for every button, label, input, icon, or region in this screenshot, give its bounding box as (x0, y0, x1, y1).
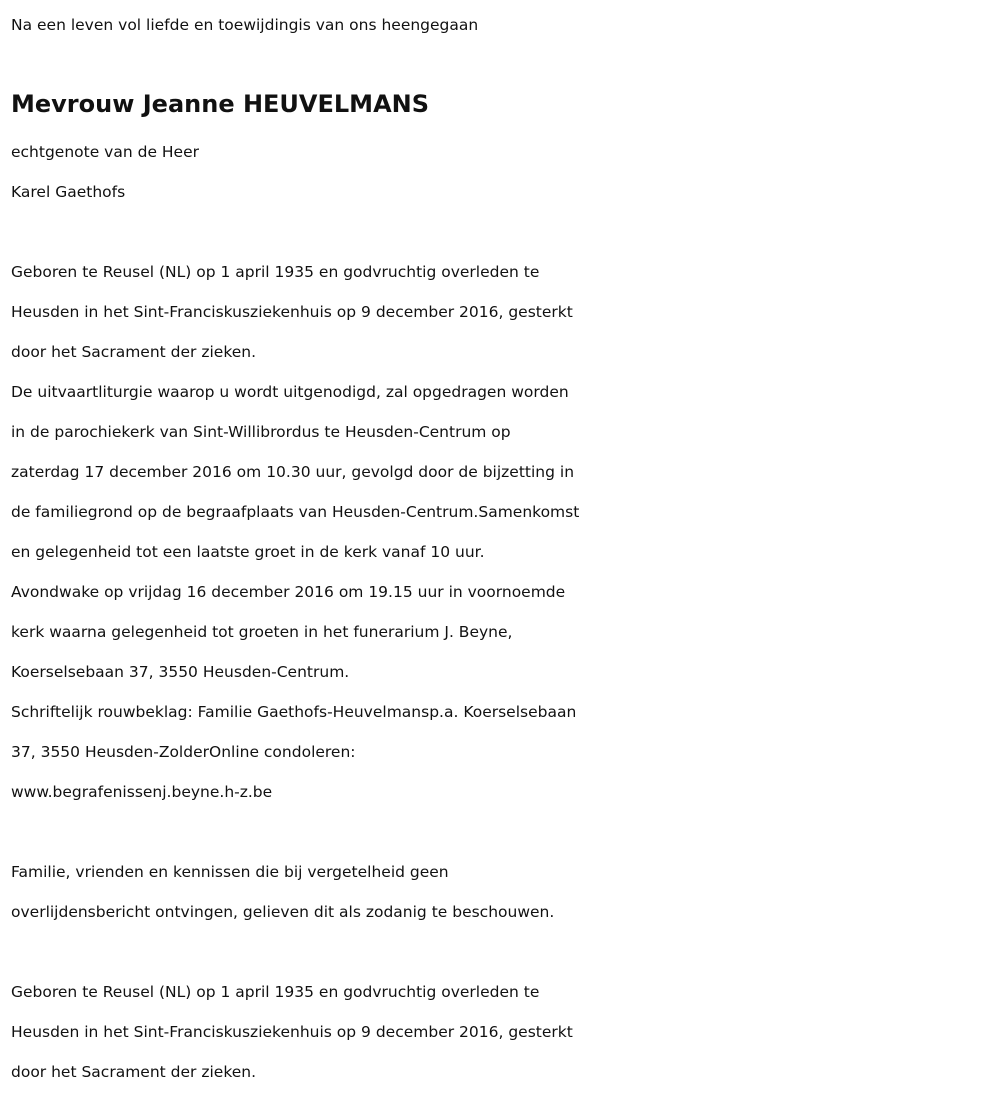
intro-text: Na een leven vol liefde en toewijdingis van ons heengegaan (11, 16, 479, 34)
main-line: Geboren te Reusel (NL) op 1 april 1935 en godvruchtig overleden te (11, 263, 540, 281)
spacer (11, 932, 1000, 972)
main-line: de familiegrond op de begraafplaats van Heusden-Centrum.Samenkomst (11, 503, 580, 521)
website-line: www.begrafenissenj.beyne.h-z.be (11, 783, 273, 801)
main-line: De uitvaartliturgie waarop u wordt uitgenodigd, zal opgedragen worden (11, 383, 569, 401)
notice-line: overlijdensbericht ontvingen, gelieven dit als zodanig te beschouwen. (11, 903, 555, 921)
main-line: Avondwake op vrijdag 16 december 2016 om 19.15 uur in voornoemde (11, 583, 566, 601)
main-line: 37, 3550 Heusden-ZolderOnline condoleren: (11, 743, 356, 761)
spouse-line: echtgenote van de Heer (11, 143, 200, 161)
main-line: zaterdag 17 december 2016 om 10.30 uur, gevolgd door de bijzetting in (11, 463, 575, 481)
main-paragraph (11, 252, 1000, 812)
main-line: in de parochiekerk van Sint-Willibrordus te Heusden-Centrum op (11, 423, 511, 441)
deceased-name: Mevrouw Jeanne HEUVELMANS (11, 90, 430, 118)
obituary-document (0, 5, 1000, 1109)
main-line: kerk waarna gelegenheid tot groeten in het funerarium J. Beyne, (11, 623, 513, 641)
repeat-line: Heusden in het Sint-Franciskusziekenhuis op 9 december 2016, gesterkt (11, 1023, 573, 1041)
spacer (11, 212, 1000, 252)
repeat-line: Geboren te Reusel (NL) op 1 april 1935 en godvruchtig overleden te (11, 983, 540, 1001)
main-line: Koerselsebaan 37, 3550 Heusden-Centrum. (11, 663, 350, 681)
main-line: door het Sacrament der zieken. (11, 343, 257, 361)
notice-line: Familie, vrienden en kennissen die bij vergetelheid geen (11, 863, 449, 881)
main-line: en gelegenheid tot een laatste groet in de kerk vanaf 10 uur. (11, 543, 485, 561)
spouse-line: Karel Gaethofs (11, 183, 126, 201)
repeat-line: door het Sacrament der zieken. (11, 1063, 257, 1081)
spacer (11, 812, 1000, 852)
spouse-block (11, 132, 1000, 212)
main-line: Schriftelijk rouwbeklag: Familie Gaethofs-Heuvelmansp.a. Koerselsebaan (11, 703, 577, 721)
repeat-paragraph (11, 972, 1000, 1092)
notice-paragraph (11, 852, 1000, 932)
main-line: Heusden in het Sint-Franciskusziekenhuis op 9 december 2016, gesterkt (11, 303, 573, 321)
